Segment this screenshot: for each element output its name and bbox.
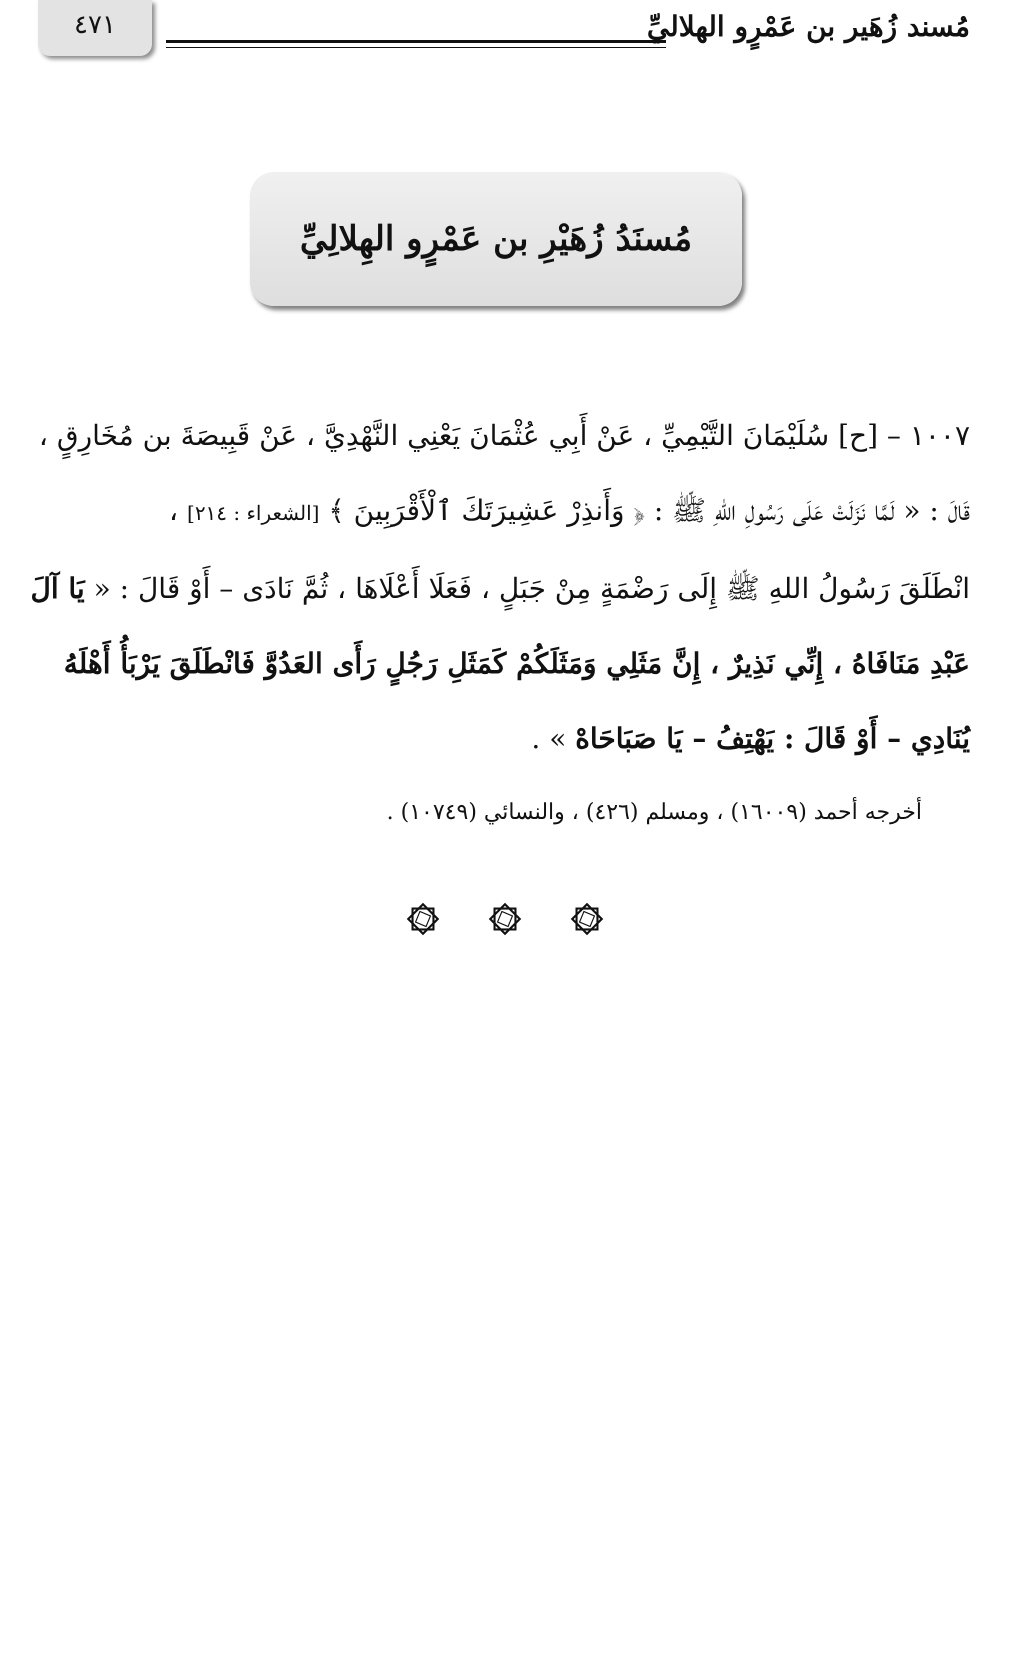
hadith-line-2	[40, 473, 970, 551]
header-rule	[166, 40, 666, 48]
hadith-line-5-speech: يُنَادِي – أَوْ قَالَ : يَهْتِفُ – يَا صَبَاحَاهْ	[575, 722, 970, 755]
hadith-text	[30, 398, 970, 776]
hadith-line-4: عَبْدِ مَنَافَاهُ ، إِنِّي نَذِيرٌ ، إِنَّ مَثَلِي وَمَثَلَكُمْ كَمَثَلِ رَجُلٍ رَأَى العَدُوَّ فَانْطَلَقَ يَرْبَأُ أَهْلَهُ	[63, 647, 970, 680]
chapter-title-box	[250, 172, 742, 306]
hadith-line-5-end: » .	[531, 722, 567, 755]
hadith-line-2-intro: قَالَ : « لَمَّا نَزَلَتْ عَلَى رَسُولِ اللهِ ﷺ : ﴿	[633, 494, 970, 527]
eight-point-star-icon	[568, 900, 606, 938]
quran-verse-close: ﴾	[328, 494, 345, 527]
hadith-line-3-speech: يَا آلَ	[30, 572, 85, 605]
section-ornaments	[0, 900, 1010, 938]
hadith-line-3-narration: انْطَلَقَ رَسُولُ اللهِ ﷺ إِلَى رَضْمَةٍ مِنْ جَبَلٍ ، فَعَلَا أَعْلَاهَا ، ثُمَّ نَادَى – أَوْ قَالَ : «	[93, 572, 970, 605]
hadith-line-2-end: ،	[169, 494, 179, 527]
chapter-title: مُسنَدُ زُهَيْرِ بن عَمْرٍو الهِلالِيِّ	[299, 219, 693, 259]
eight-point-star-icon	[404, 900, 442, 938]
footnote-reference: أخرجه أحمد (١٦٠٠٩) ، ومسلم (٤٢٦) ، والنسائي (١٠٧٤٩) .	[386, 800, 922, 825]
hadith-line-3	[30, 551, 970, 626]
quran-verse: وَأَنذِرْ عَشِيرَتَكَ ٱلْأَقْرَبِينَ	[353, 494, 625, 527]
eight-point-star-icon	[486, 900, 524, 938]
hadith-line-5	[40, 701, 970, 776]
quran-reference: [الشعراء : ٢١٤]	[187, 501, 320, 525]
hadith-line-1: ١٠٠٧ – [ح] سُلَيْمَانَ التَّيْمِيِّ ، عَنْ أَبِي عُثْمَانَ يَعْنِي النَّهْدِيَّ ، عَنْ قَبِيصَةَ بن مُخَارِقٍ ،	[38, 419, 970, 452]
page-number: ٤٧١	[38, 0, 152, 56]
running-title: مُسند زُهَير بن عَمْرٍو الهلاليِّ	[646, 10, 970, 43]
